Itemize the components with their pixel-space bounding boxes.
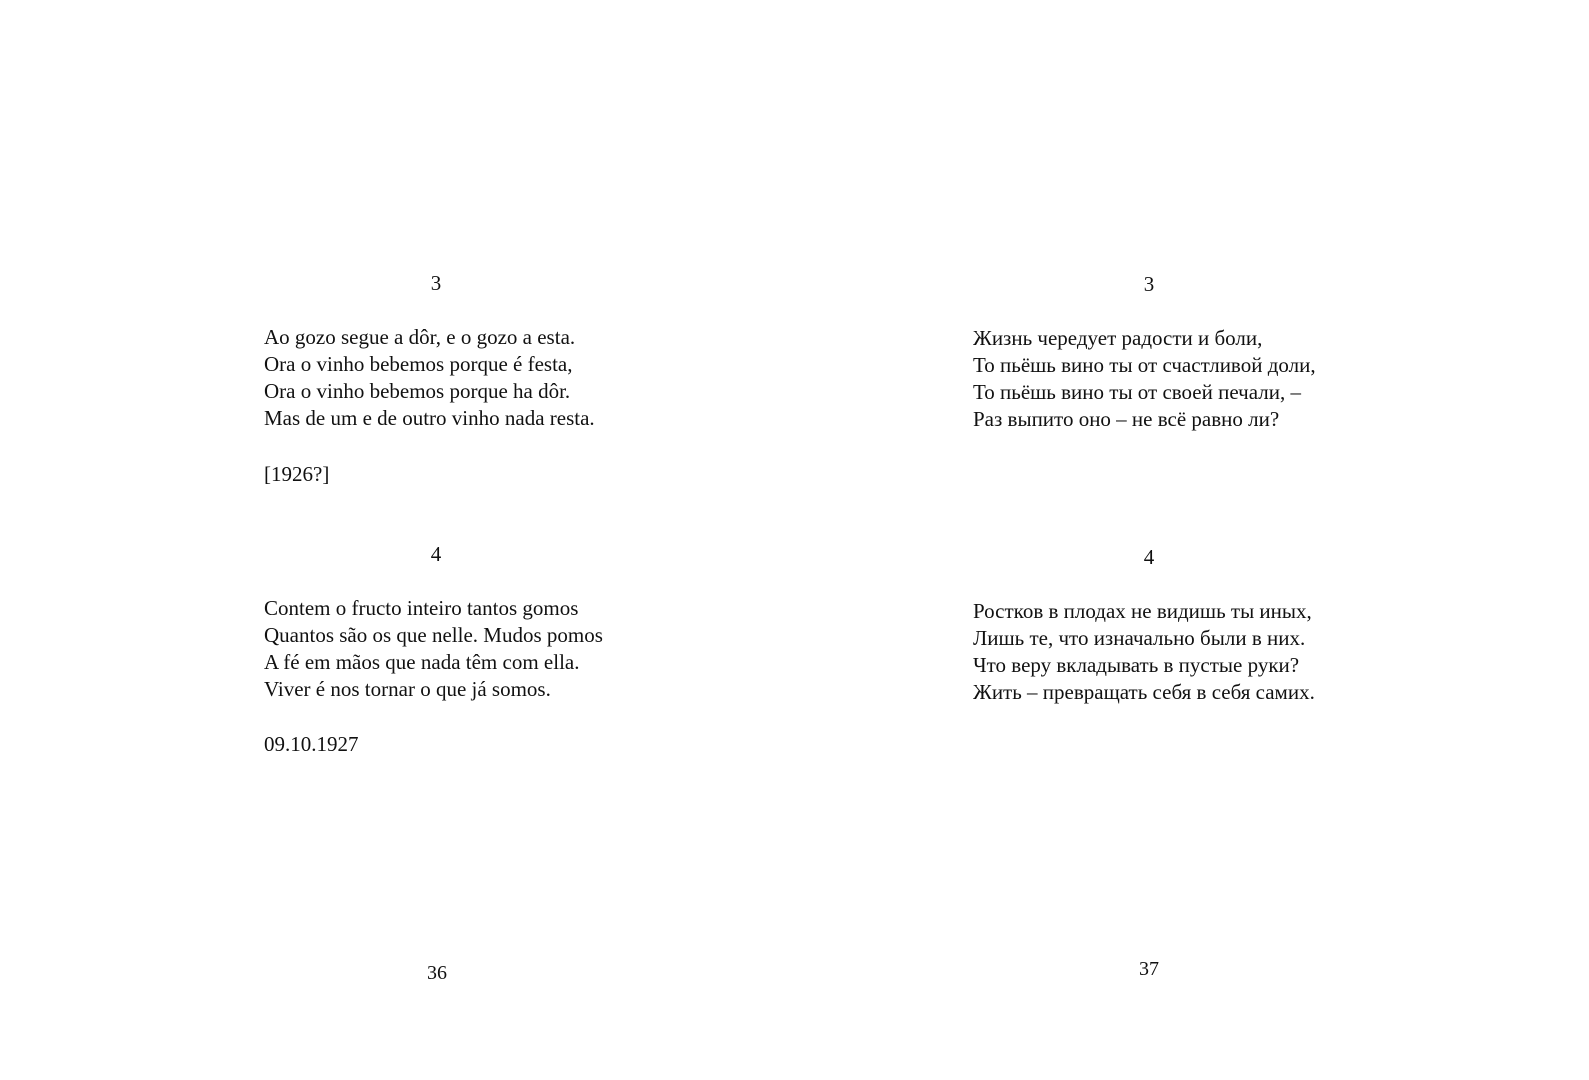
page-number: 36 (427, 962, 447, 984)
poem-line: Ora o vinho bebemos porque é festa, (264, 352, 573, 376)
right-page (795, 0, 1589, 1080)
poem-number: 3 (1143, 272, 1155, 296)
poem-text (973, 325, 1316, 433)
poem-text (973, 598, 1315, 706)
poem-line: Ростков в плодах не видишь ты иных, (973, 599, 1312, 623)
poem-line: Жить – превращать себя в себя самих. (973, 680, 1315, 704)
poem-line: Ora o vinho bebemos porque ha dôr. (264, 379, 571, 403)
poem-line: Quantos são os que nelle. Mudos pomos (264, 623, 603, 647)
poem-text (264, 595, 603, 703)
poem-line: Mas de um e de outro vinho nada resta. (264, 406, 595, 430)
poem-date: [1926?] (264, 462, 330, 486)
poem-line: Contem o fructo inteiro tantos gomos (264, 596, 579, 620)
poem-line: То пьёшь вино ты от счастливой доли, (973, 353, 1316, 377)
poem-line: Viver é nos tornar o que já somos. (264, 677, 551, 701)
poem-text (264, 324, 595, 432)
poem-line: Жизнь чередует радости и боли, (973, 326, 1263, 350)
poem-line: A fé em mãos que nada têm com ella. (264, 650, 580, 674)
poem-date: 09.10.1927 (264, 732, 359, 756)
poem-number: 4 (1143, 545, 1155, 569)
poem-line: То пьёшь вино ты от своей печали, – (973, 380, 1301, 404)
poem-number: 3 (430, 271, 442, 295)
poem-number: 4 (430, 542, 442, 566)
poem-line: Раз выпито оно – не всё равно ли? (973, 407, 1280, 431)
poem-line: Что веру вкладывать в пустые руки? (973, 653, 1300, 677)
left-page (0, 0, 794, 1080)
page-number: 37 (1139, 958, 1159, 980)
poem-line: Лишь те, что изначально были в них. (973, 626, 1306, 650)
poem-line: Ao gozo segue a dôr, e o gozo a esta. (264, 325, 576, 349)
